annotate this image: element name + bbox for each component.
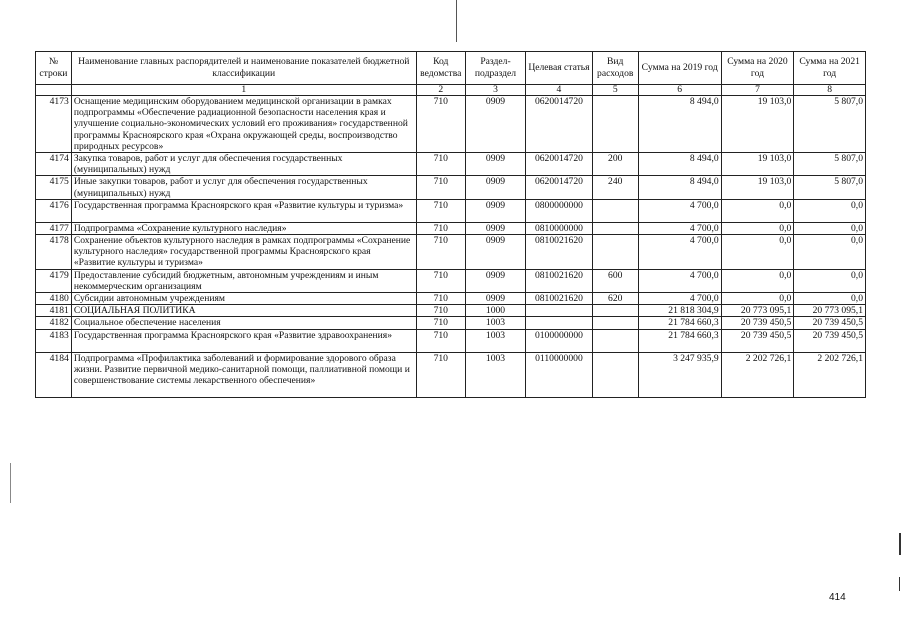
row-sum-2019: 21 818 304,9 (638, 305, 721, 317)
row-expense-type: 600 (592, 269, 638, 292)
column-number: 1 (71, 85, 416, 96)
row-expense-type (592, 305, 638, 317)
row-target-article: 0620014720 (526, 176, 593, 199)
row-sum-2019: 8 494,0 (638, 176, 721, 199)
table-row (36, 317, 866, 329)
row-section: 0909 (465, 96, 525, 153)
row-name: Сохранение объектов культурного наследия в рамках подпрограммы «Сохранение культурного наследия» государственной программы Красноярского края «Развитие культуры и туризма» (71, 235, 416, 270)
row-name: Социальное обеспечение населения (71, 317, 416, 329)
row-sum-2021: 20 739 450,5 (794, 329, 866, 352)
row-name: Оснащение медицинским оборудованием медицинской организации в рамках подпрограммы «Обеспечение радиационной безопасности населения края и улучшение социально-экономических условий его проживания» государственной программы Красноярского края «Охрана окружающей среды, воспроизводство природных ресурсов» (71, 96, 416, 153)
row-section: 1003 (465, 352, 525, 397)
row-number: 4179 (36, 269, 72, 292)
row-sum-2019: 4 700,0 (638, 293, 721, 305)
row-number: 4173 (36, 96, 72, 153)
column-number: 4 (526, 85, 593, 96)
row-name: Предоставление субсидий бюджетным, автономным учреждениям и иным некоммерческим организациям (71, 269, 416, 292)
table-row (36, 352, 866, 397)
row-number: 4183 (36, 329, 72, 352)
row-department-code: 710 (416, 199, 465, 222)
row-target-article: 0810021620 (526, 293, 593, 305)
row-department-code: 710 (416, 317, 465, 329)
row-expense-type: 200 (592, 153, 638, 176)
row-sum-2021: 20 739 450,5 (794, 317, 866, 329)
row-expense-type (592, 235, 638, 270)
table-row (36, 293, 866, 305)
row-sum-2021: 0,0 (794, 293, 866, 305)
row-target-article: 0100000000 (526, 329, 593, 352)
row-section: 1000 (465, 305, 525, 317)
row-sum-2020: 0,0 (721, 199, 794, 222)
row-target-article: 0620014720 (526, 96, 593, 153)
row-number: 4184 (36, 352, 72, 397)
table-row (36, 153, 866, 176)
row-department-code: 710 (416, 96, 465, 153)
row-expense-type: 240 (592, 176, 638, 199)
row-sum-2021: 5 807,0 (794, 96, 866, 153)
column-number: 7 (721, 85, 794, 96)
row-department-code: 710 (416, 293, 465, 305)
row-section: 1003 (465, 317, 525, 329)
row-expense-type (592, 199, 638, 222)
header-sum-2021: Сумма на 2021 год (794, 52, 866, 85)
row-sum-2020: 0,0 (721, 222, 794, 234)
row-sum-2021: 0,0 (794, 235, 866, 270)
row-name: Субсидии автономным учреждениям (71, 293, 416, 305)
row-number: 4175 (36, 176, 72, 199)
row-sum-2021: 2 202 726,1 (794, 352, 866, 397)
row-department-code: 710 (416, 176, 465, 199)
table-row (36, 176, 866, 199)
scan-artifact-line (456, 0, 457, 42)
row-number: 4176 (36, 199, 72, 222)
row-section: 1003 (465, 329, 525, 352)
header-department-code: Код ведомства (416, 52, 465, 85)
row-number: 4182 (36, 317, 72, 329)
header-target-article: Целевая статья (526, 52, 593, 85)
row-department-code: 710 (416, 305, 465, 317)
row-number: 4180 (36, 293, 72, 305)
table-row (36, 199, 866, 222)
page-number: 414 (829, 592, 846, 603)
row-sum-2021: 0,0 (794, 199, 866, 222)
row-target-article: 0810021620 (526, 269, 593, 292)
row-department-code: 710 (416, 235, 465, 270)
row-number: 4178 (36, 235, 72, 270)
row-sum-2020: 0,0 (721, 293, 794, 305)
row-name: СОЦИАЛЬНАЯ ПОЛИТИКА (71, 305, 416, 317)
table-row (36, 269, 866, 292)
row-sum-2020: 20 739 450,5 (721, 329, 794, 352)
table-header-row (36, 52, 866, 85)
row-sum-2019: 21 784 660,3 (638, 317, 721, 329)
column-number: 2 (416, 85, 465, 96)
row-sum-2020: 20 739 450,5 (721, 317, 794, 329)
scan-artifact-line (10, 463, 11, 503)
row-department-code: 710 (416, 153, 465, 176)
row-name: Государственная программа Красноярского края «Развитие здравоохранения» (71, 329, 416, 352)
budget-table (35, 51, 866, 398)
row-number: 4181 (36, 305, 72, 317)
row-section: 0909 (465, 176, 525, 199)
row-expense-type: 620 (592, 293, 638, 305)
row-sum-2020: 19 103,0 (721, 96, 794, 153)
row-number: 4174 (36, 153, 72, 176)
row-sum-2019: 4 700,0 (638, 235, 721, 270)
row-name: Иные закупки товаров, работ и услуг для обеспечения государственных (муниципальных) нужд (71, 176, 416, 199)
row-sum-2020: 0,0 (721, 235, 794, 270)
row-target-article: 0810021620 (526, 235, 593, 270)
row-sum-2020: 2 202 726,1 (721, 352, 794, 397)
table-row (36, 96, 866, 153)
row-section: 0909 (465, 199, 525, 222)
row-sum-2019: 4 700,0 (638, 269, 721, 292)
column-number: 5 (592, 85, 638, 96)
column-number: 6 (638, 85, 721, 96)
header-sum-2020: Сумма на 2020 год (721, 52, 794, 85)
scan-artifact-line (899, 533, 901, 555)
row-section: 0909 (465, 235, 525, 270)
column-number: 3 (465, 85, 525, 96)
row-target-article: 0800000000 (526, 199, 593, 222)
row-sum-2021: 5 807,0 (794, 153, 866, 176)
row-sum-2019: 8 494,0 (638, 153, 721, 176)
header-expense-type: Вид расходов (592, 52, 638, 85)
row-section: 0909 (465, 269, 525, 292)
row-expense-type (592, 222, 638, 234)
row-sum-2021: 0,0 (794, 222, 866, 234)
row-sum-2021: 5 807,0 (794, 176, 866, 199)
row-sum-2019: 8 494,0 (638, 96, 721, 153)
row-expense-type (592, 352, 638, 397)
column-number-row (36, 85, 866, 96)
row-number: 4177 (36, 222, 72, 234)
row-sum-2021: 0,0 (794, 269, 866, 292)
row-target-article: 0620014720 (526, 153, 593, 176)
row-sum-2021: 20 773 095,1 (794, 305, 866, 317)
row-department-code: 710 (416, 269, 465, 292)
row-name: Государственная программа Красноярского края «Развитие культуры и туризма» (71, 199, 416, 222)
table-row (36, 329, 866, 352)
header-sum-2019: Сумма на 2019 год (638, 52, 721, 85)
row-sum-2020: 20 773 095,1 (721, 305, 794, 317)
row-target-article (526, 305, 593, 317)
row-name: Закупка товаров, работ и услуг для обеспечения государственных (муниципальных) нужд (71, 153, 416, 176)
row-department-code: 710 (416, 329, 465, 352)
row-sum-2019: 4 700,0 (638, 199, 721, 222)
row-sum-2019: 4 700,0 (638, 222, 721, 234)
row-sum-2020: 19 103,0 (721, 153, 794, 176)
row-expense-type (592, 329, 638, 352)
row-sum-2019: 21 784 660,3 (638, 329, 721, 352)
table-row (36, 222, 866, 234)
row-department-code: 710 (416, 352, 465, 397)
row-target-article: 0810000000 (526, 222, 593, 234)
header-row-number: № строки (36, 52, 72, 85)
header-name: Наименование главных распорядителей и наименование показателей бюджетной классификации (71, 52, 416, 85)
row-name: Подпрограмма «Сохранение культурного наследия» (71, 222, 416, 234)
row-name: Подпрограмма «Профилактика заболеваний и формирование здорового образа жизни. Развитие первичной медико-санитарной помощи, паллиативной помощи и совершенствование системы лекарственного обеспечения» (71, 352, 416, 397)
row-section: 0909 (465, 153, 525, 176)
scan-artifact-line (899, 577, 900, 591)
row-sum-2020: 0,0 (721, 269, 794, 292)
header-section: Раздел-подраздел (465, 52, 525, 85)
row-department-code: 710 (416, 222, 465, 234)
table-row (36, 305, 866, 317)
row-section: 0909 (465, 293, 525, 305)
row-expense-type (592, 317, 638, 329)
row-section: 0909 (465, 222, 525, 234)
row-target-article (526, 317, 593, 329)
row-expense-type (592, 96, 638, 153)
column-number: 8 (794, 85, 866, 96)
column-number (36, 85, 72, 96)
row-sum-2019: 3 247 935,9 (638, 352, 721, 397)
table-row (36, 235, 866, 270)
row-target-article: 0110000000 (526, 352, 593, 397)
row-sum-2020: 19 103,0 (721, 176, 794, 199)
